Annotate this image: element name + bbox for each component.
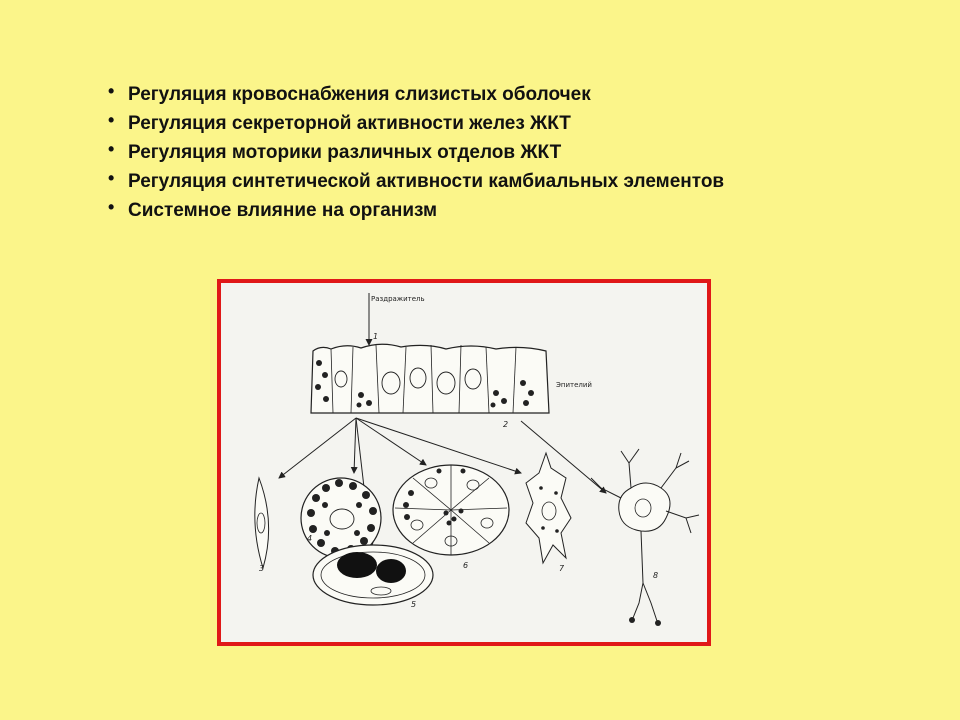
label-8: 8	[653, 571, 659, 580]
bullet-text: Регуляция синтетической активности камбиальных элементов	[128, 171, 725, 192]
bullet-text: Системное влияние на организм	[128, 200, 438, 221]
epithelium-label: Эпителий	[556, 381, 592, 389]
bullet-dot: •	[108, 168, 115, 188]
bullet-dot: •	[108, 81, 115, 101]
cell-3-spindle	[255, 478, 269, 573]
bullet-item-systemic	[108, 196, 724, 225]
bullet-item-motility	[108, 138, 724, 167]
stimulus-label: Раздражитель	[371, 295, 425, 303]
bullet-text: Регуляция кровоснабжения слизистых оболочек	[128, 84, 591, 105]
label-1: 1	[373, 332, 379, 341]
bullet-item-blood-supply	[108, 80, 724, 109]
bullet-list	[108, 80, 724, 225]
histology-figure	[217, 279, 711, 646]
bullet-item-synthetic	[108, 167, 724, 196]
bullet-text: Регуляция секреторной активности желез ЖКТ	[128, 113, 571, 134]
bullet-dot: •	[108, 197, 115, 217]
label-4: 4	[307, 534, 313, 543]
bullet-item-secretory	[108, 109, 724, 138]
cell-7-irregular	[526, 453, 571, 573]
cell-diagram	[221, 283, 707, 642]
label-7: 7	[559, 564, 565, 573]
cell-8-neuron	[591, 449, 699, 626]
label-6: 6	[463, 561, 469, 570]
bullet-text: Регуляция моторики различных отделов ЖКТ	[128, 142, 562, 163]
label-3: 3	[259, 564, 265, 573]
cell-5-capillary	[313, 545, 433, 609]
bullet-dot: •	[108, 110, 115, 130]
epithelium-layer	[311, 344, 592, 413]
bullet-dot: •	[108, 139, 115, 159]
label-2: 2	[503, 420, 509, 429]
label-5: 5	[411, 600, 417, 609]
